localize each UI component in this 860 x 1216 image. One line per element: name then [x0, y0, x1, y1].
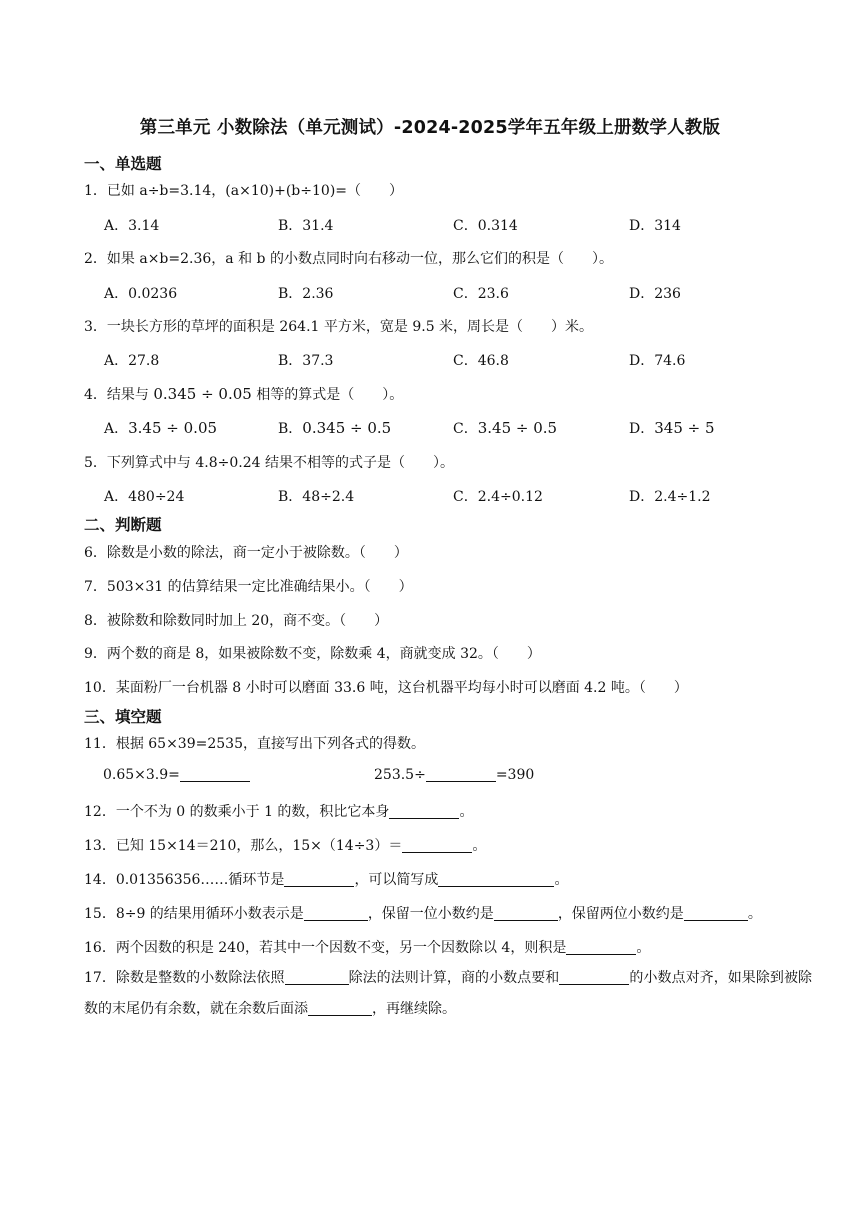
question-17-end: ，再继续除。: [372, 1001, 456, 1017]
question-2-stem: 2．如果 a×b=2.36，a 和 b 的小数点同时向右移动一位，那么它们的积是（ ）。: [84, 251, 613, 267]
question-4-stem: [84, 384, 820, 404]
question-17-mid2: 的小数点对齐，如果除到被除数的末尾仍有余数，就在余数后面添: [84, 970, 812, 1017]
question-10: 10．某面粉厂一台机器 8 小时可以磨面 33.6 吨，这台机器平均每小时可以磨面 4.2 吨。（ ）: [84, 680, 688, 696]
question-11-right-pre: 253.5÷: [374, 767, 426, 783]
question-17-mid1: 除法的法则计算，商的小数点要和: [348, 970, 560, 986]
question-1-option-d: D．314: [629, 218, 681, 234]
section-heading-single-choice: 一、单选题: [84, 155, 162, 173]
question-9: 9．两个数的商是 8，如果被除数不变，除数乘 4，商就变成 32。（ ）: [84, 646, 541, 662]
question-8: 8．被除数和除数同时加上 20，商不变。（ ）: [84, 613, 389, 629]
answer-blank[interactable]: [684, 906, 748, 921]
answer-blank[interactable]: [180, 767, 250, 782]
question-11-right-post: =390: [495, 767, 535, 783]
answer-blank[interactable]: [402, 838, 472, 853]
question-3-option-a: A．27.8: [104, 353, 160, 369]
question-11-left-expression: 0.65×3.9=: [103, 767, 180, 783]
question-2-option-d: D．236: [629, 286, 681, 302]
question-13-text: 13．已知 15×14＝210，那么，15×（14÷3）＝: [84, 838, 403, 854]
question-16-text: 16．两个因数的积是 240，若其中一个因数不变，另一个因数除以 4，则积是: [84, 940, 567, 956]
question-1-option-b: B．31.4: [278, 218, 334, 234]
question-12: [84, 801, 820, 821]
answer-blank[interactable]: [284, 872, 354, 887]
question-15-mid1: ，保留一位小数约是: [367, 906, 494, 922]
question-4-option-a-label: A．: [104, 421, 129, 437]
answer-blank[interactable]: [389, 804, 459, 819]
question-3-option-c: C．46.8: [453, 353, 509, 369]
question-11-part-right: [374, 767, 534, 783]
question-5-option-c: C．2.4÷0.12: [453, 489, 543, 505]
question-2-option-c: C．23.6: [453, 286, 509, 302]
question-2-option-b: B．2.36: [278, 286, 334, 302]
question-4-option-c: [453, 418, 557, 438]
question-14-text: 14．0.01356356……循环节是: [84, 872, 285, 888]
question-5-option-b: B．48÷2.4: [278, 489, 355, 505]
question-12-end: 。: [459, 804, 474, 820]
answer-blank[interactable]: [308, 1001, 372, 1016]
question-1-option-c: C．0.314: [453, 218, 518, 234]
question-11-part-left: [103, 767, 250, 783]
question-3-stem: 3．一块长方形的草坪的面积是 264.1 平方米，宽是 9.5 米，周长是（ ）米。: [84, 319, 594, 335]
section-heading-true-false: 二、判断题: [84, 516, 162, 534]
question-11-stem: 11．根据 65×39=2535，直接写出下列各式的得数。: [84, 736, 425, 752]
section-heading-fill-blank: 三、填空题: [84, 708, 162, 726]
answer-blank[interactable]: [566, 940, 636, 955]
question-4-option-b: [278, 418, 391, 438]
question-4-option-a-expression: 3.45 ÷ 0.05: [128, 419, 218, 437]
question-5-option-a: A．480÷24: [104, 489, 185, 505]
question-4-option-c-expression: 3.45 ÷ 0.5: [477, 419, 558, 437]
question-6: 6．除数是小数的除法，商一定小于被除数。（ ）: [84, 545, 408, 561]
question-2-option-a: A．0.0236: [104, 286, 178, 302]
document-title: 第三单元 小数除法（单元测试）-2024-2025学年五年级上册数学人教版: [139, 118, 721, 138]
answer-blank[interactable]: [304, 906, 368, 921]
question-4-option-b-label: B．: [278, 421, 303, 437]
question-4-stem-pre: 4．结果与: [84, 387, 154, 403]
question-14-end: 。: [554, 872, 569, 888]
question-15: [84, 903, 820, 923]
question-4-option-a: [104, 418, 217, 438]
question-4-option-c-label: C．: [453, 421, 478, 437]
question-17-text: 17．除数是整数的小数除法依照: [84, 970, 285, 986]
answer-blank[interactable]: [494, 906, 558, 921]
question-5-stem: 5．下列算式中与 4.8÷0.24 结果不相等的式子是（ ）。: [84, 455, 454, 471]
question-4-option-d-label: D．: [629, 421, 655, 437]
question-4-option-b-expression: 0.345 ÷ 0.5: [302, 419, 392, 437]
question-3-option-d: D．74.6: [629, 353, 686, 369]
question-14: [84, 869, 820, 889]
question-17: [84, 963, 812, 1025]
question-12-text: 12．一个不为 0 的数乘小于 1 的数，积比它本身: [84, 804, 390, 820]
answer-blank[interactable]: [438, 872, 554, 887]
question-3-option-b: B．37.3: [278, 353, 334, 369]
question-15-text: 15．8÷9 的结果用循环小数表示是: [84, 906, 304, 922]
question-7: 7．503×31 的估算结果一定比准确结果小。（ ）: [84, 579, 413, 595]
question-4-option-d: [629, 418, 715, 438]
question-14-mid: ，可以简写成: [354, 872, 439, 888]
question-16-end: 。: [636, 940, 651, 956]
answer-blank[interactable]: [285, 970, 349, 985]
question-5-option-d: D．2.4÷1.2: [629, 489, 711, 505]
question-4-stem-post: 相等的算式是（ ）。: [251, 387, 404, 403]
question-1-option-a: A．3.14: [104, 218, 160, 234]
answer-blank[interactable]: [426, 767, 496, 782]
question-13: [84, 835, 820, 855]
question-16: [84, 937, 820, 957]
question-1-stem: 1．已如 a÷b=3.14，(a×10)+(b÷10)=（ ）: [84, 183, 404, 199]
question-13-end: 。: [472, 838, 487, 854]
question-15-mid2: ，保留两位小数约是: [557, 906, 684, 922]
question-15-end: 。: [747, 906, 762, 922]
answer-blank[interactable]: [559, 970, 629, 985]
question-4-stem-expression: 0.345 ÷ 0.05: [153, 385, 252, 403]
question-4-option-d-expression: 345 ÷ 5: [654, 419, 715, 437]
